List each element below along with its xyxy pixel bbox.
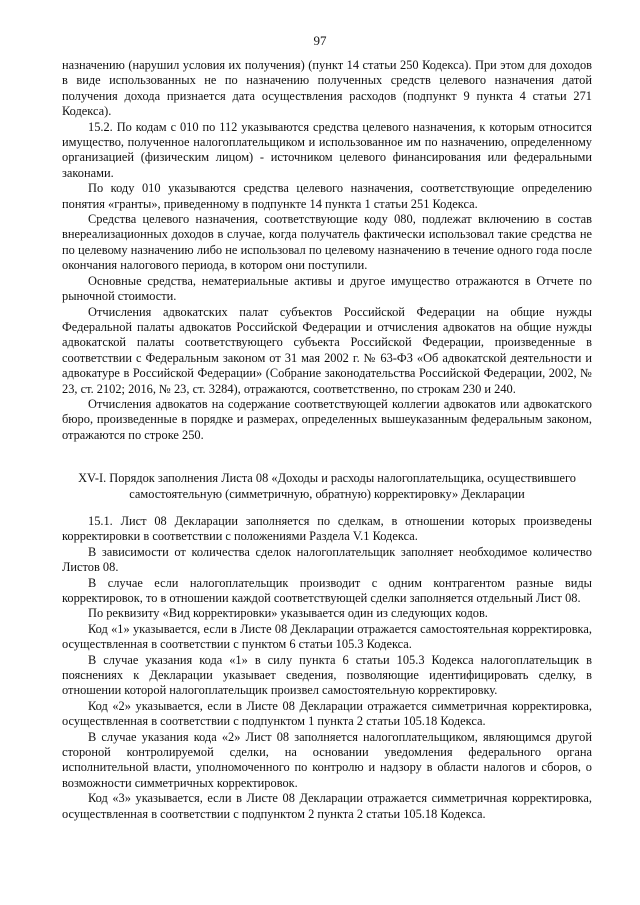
paragraph-fixed-assets: Основные средства, нематериальные активы и другое имущество отражаются в Отчете по рыночной стоимости. (62, 273, 592, 304)
paragraph-continuation: назначению (нарушил условия их получения) (пункт 14 статьи 250 Кодекса). При этом для доходов в виде использованных не по назначению полученных средств целевого назначения датой получения дохода признается дата осуществления расходов (подпункт 9 пункта 4 статьи 271 Кодекса). (62, 58, 592, 119)
paragraph-sheet-count: В зависимости от количества сделок налогоплательщик заполняет необходимое количество Листов 08. (62, 544, 592, 575)
page-number: 97 (313, 33, 327, 48)
document-body (62, 58, 592, 822)
paragraph-bar-chambers: Отчисления адвокатских палат субъектов Российской Федерации на общие нужды Федеральной палаты адвокатов Российской Федерации и отчисления адвокатов на общие нужды адвокатской палаты соответствующего субъекта Российской Федерации, произведенные в соответствии с Федеральным законом от 31 мая 2002 г. № 63-ФЗ «Об адвокатской деятельности и адвокатуре в Российской Федерации» (Собрание законодательства Российской Федерации, 2002, № 23, ст. 2102; 2016, № 23, ст. 3284), отражаются, соответственно, по строкам 230 и 240. (62, 304, 592, 396)
paragraph-separate-sheet: В случае если налогоплательщик производит с одним контрагентом разные виды корректировок, то в отношении каждой соответствующей сделки заполняется отдельный Лист 08. (62, 575, 592, 605)
section-heading: XV-I. Порядок заполнения Листа 08 «Доходы и расходы налогоплательщика, осуществившего самостоятельную (симметричную, обратную) корректировку» Декларации (78, 471, 576, 501)
paragraph-correction-type: По реквизиту «Вид корректировки» указывается один из следующих кодов. (88, 606, 488, 621)
paragraph-15-1: 15.1. Лист 08 Декларации заполняется по сделкам, в отношении которых произведены корректировки в соответствии с положениями Раздела V.1 Кодекса. (62, 513, 592, 544)
paragraph-code-1: Код «1» указывается, если в Листе 08 Декларации отражается самостоятельная корректировка, осуществленная в соответствии с пунктом 6 статьи 105.3 Кодекса. (62, 621, 592, 652)
paragraph-code-3: Код «3» указывается, если в Листе 08 Декларации отражается симметричная корректировка, осуществленная в соответствии с подпунктом 2 пункта 2 статьи 105.18 Кодекса. (62, 791, 592, 821)
paragraph-code-080: Средства целевого назначения, соответствующие коду 080, подлежат включению в состав внереализационных доходов в случае, когда получатель фактически использовал такие средства не по целевому назначению либо не использовал по целевому назначению в течение одного года после окончания налогового периода, в котором они поступили. (62, 212, 592, 273)
paragraph-15-2: 15.2. По кодам с 010 по 112 указываются средства целевого назначения, к которым относится имущество, полученное налогоплательщиком и использованное им по назначению, определенному организацией (физическим лицом) - источником целевого финансирования или федеральными законами. (62, 119, 592, 180)
paragraph-code-010: По коду 010 указываются средства целевого назначения, соответствующие определению понятия «гранты», приведенному в подпункте 14 пункта 1 статьи 251 Кодекса. (62, 181, 592, 211)
paragraph-code-1-explanation: В случае указания кода «1» в силу пункта 6 статьи 105.3 Кодекса налогоплательщик в пояснениях к Декларации указывает сведения, позволяющие идентифицировать сделку, в отношении которой налогоплательщик произвел самостоятельную корректировку. (62, 652, 592, 698)
paragraph-code-2: Код «2» указывается, если в Листе 08 Декларации отражается симметричная корректировка, осуществленная в соответствии с подпунктом 1 пункта 2 статьи 105.18 Кодекса. (62, 698, 592, 729)
paragraph-code-2-explanation: В случае указания кода «2» Лист 08 заполняется налогоплательщиком, являющимся другой стороной контролируемой сделки, на основании уведомления федерального органа исполнительной власти, уполномоченного по контролю и надзору в области налогов и сборов, о возможности симметричных корректировок. (62, 729, 592, 790)
paragraph-lawyer-deductions: Отчисления адвокатов на содержание соответствующей коллегии адвокатов или адвокатского бюро, произведенные в порядке и размерах, определенных вышеуказанным федеральным законом, отражаются по строке 250. (62, 396, 592, 442)
